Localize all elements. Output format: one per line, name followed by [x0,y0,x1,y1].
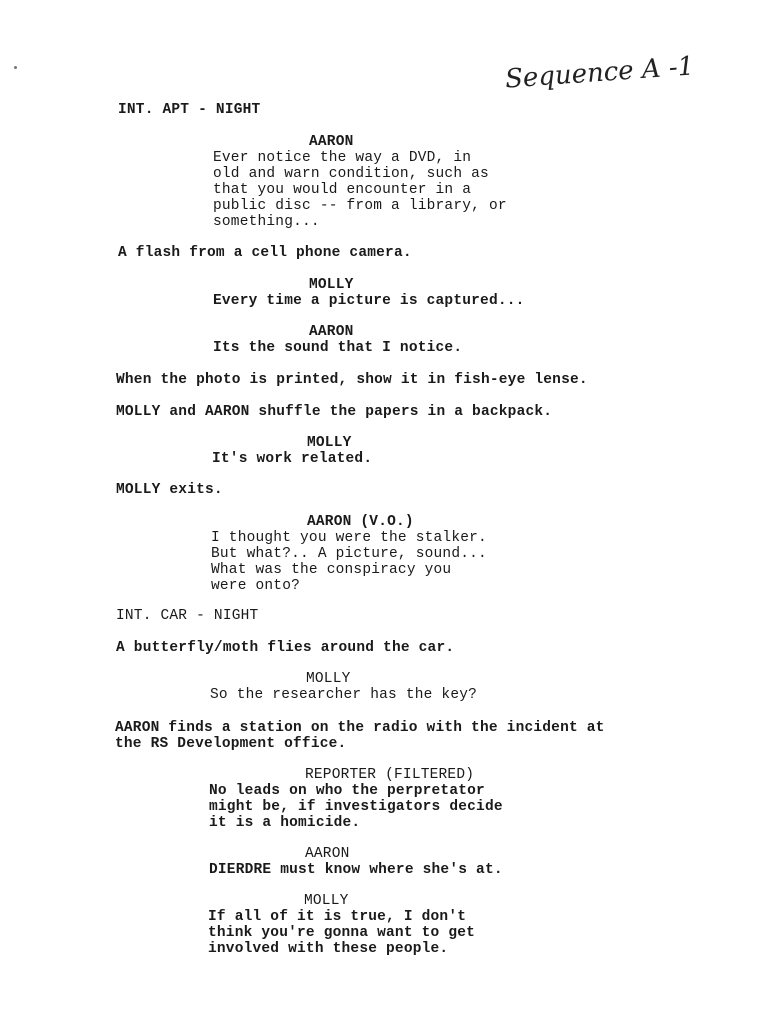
dialogue-line: Ever notice the way a DVD, in [213,150,472,166]
character-name: MOLLY [309,277,354,293]
action-line: A flash from a cell phone camera. [118,245,412,261]
action-line: MOLLY exits. [116,482,223,498]
character-name: REPORTER (FILTERED) [305,767,475,783]
character-name: AARON [309,134,354,150]
dialogue-line: No leads on who the perpretator [209,783,485,799]
dialogue-line: If all of it is true, I don't [208,909,467,925]
action-line: When the photo is printed, show it in fish-eye lense. [116,372,588,388]
dialogue-line: What was the conspiracy you [211,562,452,578]
dialogue-line: involved with these people. [208,941,449,957]
scan-speck [14,66,17,69]
dialogue-line: think you're gonna want to get [208,925,476,941]
dialogue-line: it is a homicide. [209,815,361,831]
scene-heading: INT. APT - NIGHT [118,102,261,118]
handwritten-sequence-note: Sequence A -1 [504,51,696,95]
dialogue-line: were onto? [211,578,301,594]
character-name: MOLLY [306,671,351,687]
dialogue-line: that you would encounter in a [213,182,472,198]
dialogue-line: It's work related. [212,451,373,467]
scene-heading: INT. CAR - NIGHT [116,608,259,624]
dialogue-line: something... [213,214,320,230]
dialogue-line: might be, if investigators decide [209,799,503,815]
dialogue-line: So the researcher has the key? [210,687,478,703]
character-name: AARON [309,324,354,340]
character-name: AARON (V.O.) [307,514,414,530]
character-name: MOLLY [304,893,349,909]
character-name: MOLLY [307,435,352,451]
action-line: AARON finds a station on the radio with the incident at [115,720,605,736]
action-line: A butterfly/moth flies around the car. [116,640,455,656]
dialogue-line: But what?.. A picture, sound... [211,546,487,562]
character-name: AARON [305,846,350,862]
action-line: the RS Development office. [115,736,347,752]
dialogue-line: old and warn condition, such as [213,166,489,182]
dialogue-line: Every time a picture is captured... [213,293,525,309]
dialogue-line: I thought you were the stalker. [211,530,487,546]
dialogue-line: public disc -- from a library, or [213,198,507,214]
dialogue-line: DIERDRE must know where she's at. [209,862,503,878]
dialogue-line: Its the sound that I notice. [213,340,463,356]
action-line: MOLLY and AARON shuffle the papers in a backpack. [116,404,553,420]
